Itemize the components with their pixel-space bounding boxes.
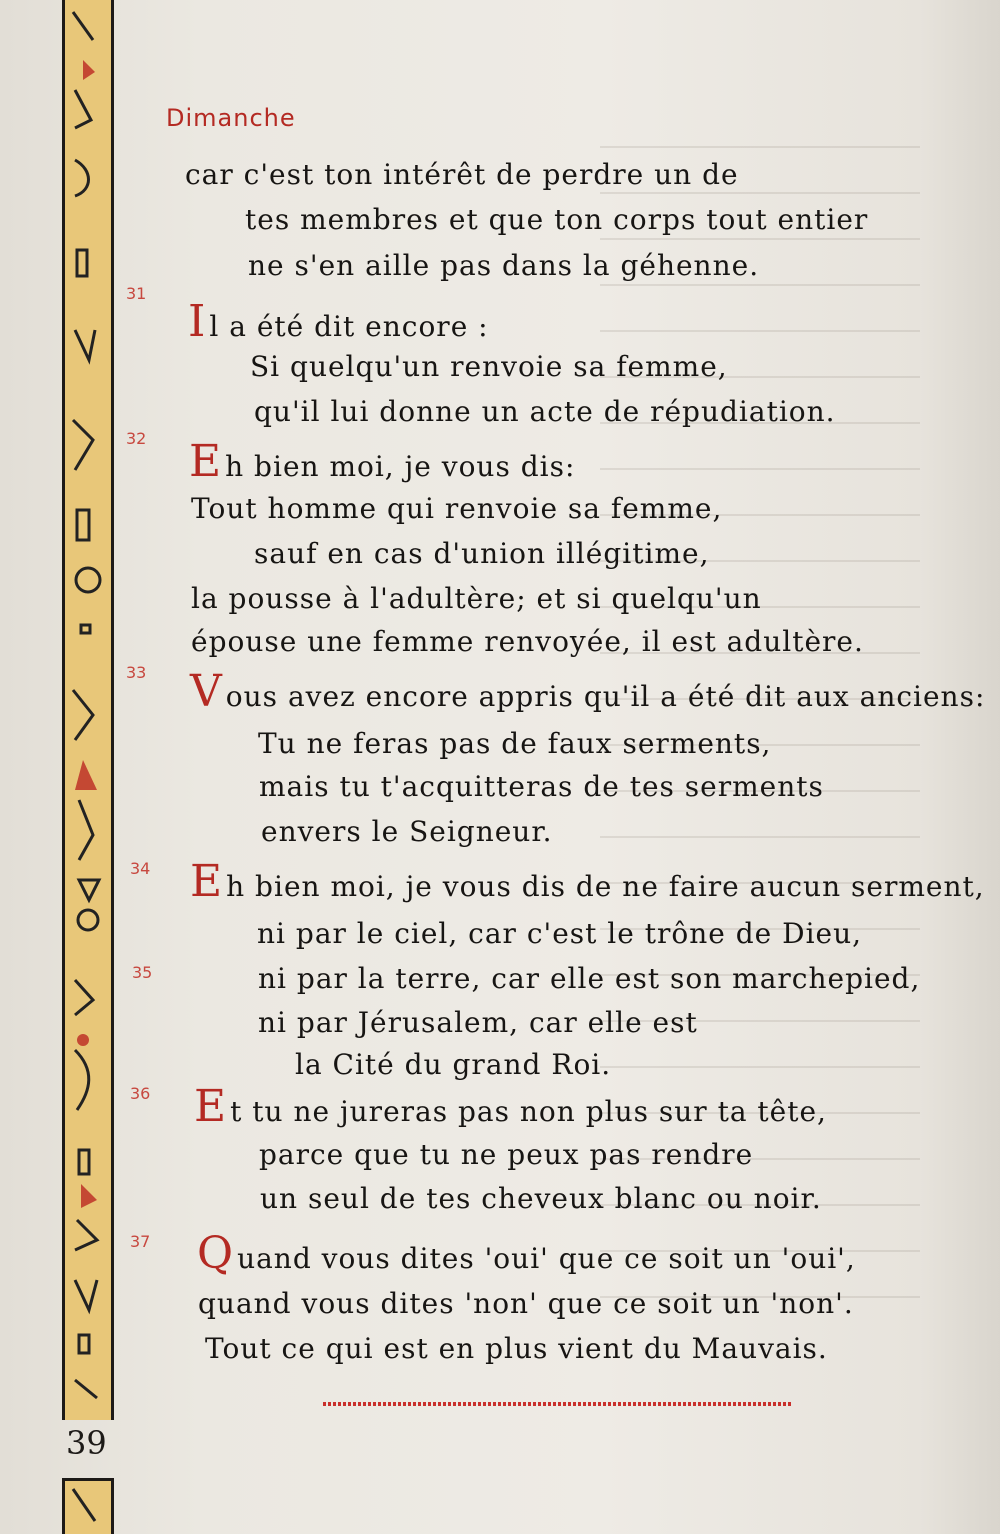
text-line-22: parce que tu ne peux pas rendre [259, 1138, 754, 1171]
text-line-3: ne s'en aille pas dans la géhenne. [248, 249, 760, 282]
border-ornaments [65, 0, 111, 1420]
text-line-9: sauf en cas d'union illégitime, [254, 537, 710, 570]
verse-number-34: 34 [130, 859, 151, 878]
text-line-18: ni par la terre, car elle est son marchepied, [258, 962, 921, 995]
text-line-17: ni par le ciel, car c'est le trône de Dieu, [257, 917, 863, 950]
text-line-16: Eh bien moi, je vous dis de ne faire aucun serment, [190, 856, 985, 907]
text-line-25: quand vous dites 'non' que ce soit un 'non'. [198, 1287, 854, 1320]
text-line-20: la Cité du grand Roi. [295, 1048, 612, 1081]
verse-number-35: 35 [132, 963, 153, 982]
drop-cap: E [190, 856, 224, 907]
text-line-24: Quand vous dites 'oui' que ce soit un 'oui', [197, 1228, 856, 1279]
page-number: 39 [66, 1424, 107, 1462]
decorative-rule [323, 1402, 793, 1406]
text-line-4: Il a été dit encore : [188, 296, 489, 347]
text-line-11: épouse une femme renvoyée, il est adultère. [191, 625, 864, 658]
verse-number-33: 33 [126, 663, 147, 682]
verse-number-37: 37 [130, 1232, 151, 1251]
text-line-13: Tu ne feras pas de faux serments, [258, 727, 772, 760]
text-line-5: Si quelqu'un renvoie sa femme, [250, 350, 728, 383]
drop-cap: I [188, 296, 207, 347]
text-line-7: Eh bien moi, je vous dis: [189, 436, 576, 487]
decorative-border-bottom [62, 1478, 114, 1534]
drop-cap: Q [197, 1228, 235, 1279]
drop-cap: E [194, 1081, 228, 1132]
verse-number-31: 31 [126, 284, 147, 303]
text-line-12: Vous avez encore appris qu'il a été dit aux anciens: [190, 666, 986, 717]
text-line-1: car c'est ton intérêt de perdre un de [185, 158, 739, 191]
page-title: Dimanche [166, 104, 296, 132]
drop-cap: V [190, 666, 223, 717]
text-line-21: Et tu ne jureras pas non plus sur ta tête, [194, 1081, 827, 1132]
text-line-23: un seul de tes cheveux blanc ou noir. [260, 1182, 822, 1215]
text-line-2: tes membres et que ton corps tout entier [245, 203, 869, 236]
text-line-8: Tout homme qui renvoie sa femme, [191, 492, 723, 525]
decorative-border [62, 0, 114, 1420]
drop-cap: E [189, 436, 223, 487]
text-line-14: mais tu t'acquitteras de tes serments [259, 770, 824, 803]
border-ornament-bottom [65, 1481, 111, 1534]
text-line-6: qu'il lui donne un acte de répudiation. [254, 395, 836, 428]
text-line-19: ni par Jérusalem, car elle est [258, 1006, 698, 1039]
text-line-26: Tout ce qui est en plus vient du Mauvais. [205, 1332, 828, 1365]
text-line-10: la pousse à l'adultère; et si quelqu'un [191, 582, 762, 615]
verse-number-32: 32 [126, 429, 147, 448]
text-line-15: envers le Seigneur. [261, 815, 553, 848]
verse-number-36: 36 [130, 1084, 151, 1103]
